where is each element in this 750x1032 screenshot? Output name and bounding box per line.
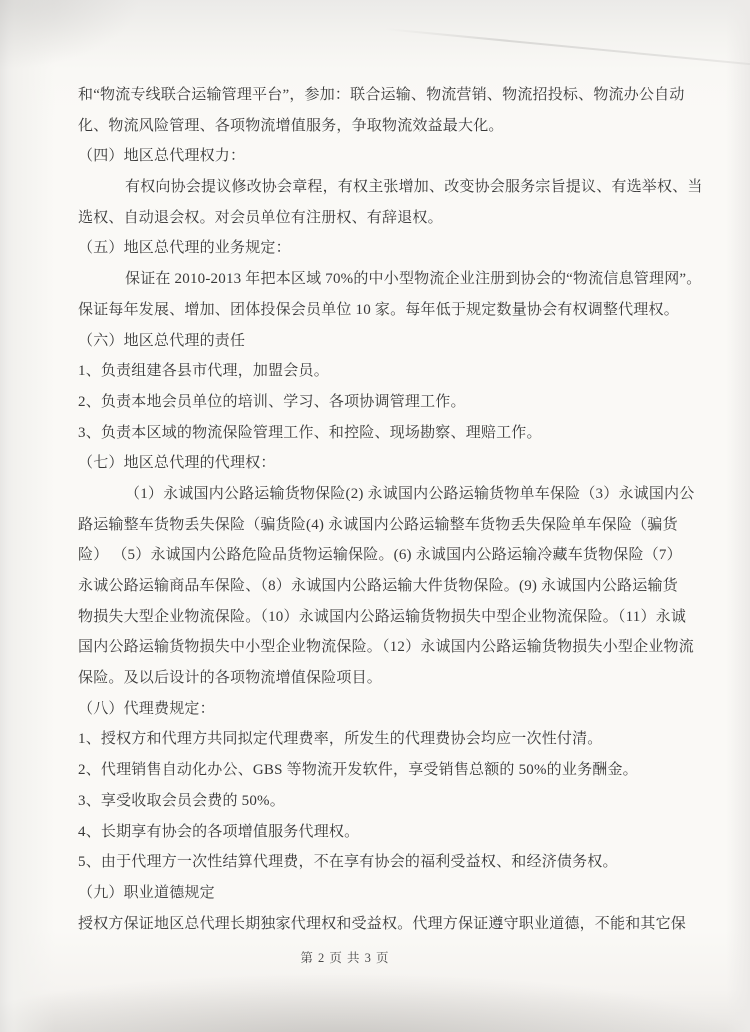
- scan-shadow-top-left: [0, 0, 140, 70]
- document-line: 授权方保证地区总代理长期独家代理权和受益权。代理方保证遵守职业道德，不能和其它保: [78, 915, 687, 932]
- document-line: 2、负责本地会员单位的培训、学习、各项协调管理工作。: [78, 393, 466, 410]
- document-line: 保险。及以后设计的各项物流增值保险项目。: [78, 670, 383, 687]
- document-line: （六）地区总代理的责任: [78, 332, 246, 349]
- document-line: 选权、自动退会权。对会员单位有注册权、有辞退权。: [78, 209, 443, 226]
- document-line: 5、由于代理方一次性结算代理费，不在享有协会的福利受益权、和经济债务权。: [78, 854, 618, 871]
- document-body: [78, 80, 703, 939]
- scan-edge-right: [724, 0, 750, 1032]
- document-line: 有权向协会提议修改协会章程，有权主张增加、改变协会服务宗旨提议、有选举权、当: [125, 179, 703, 196]
- document-line: 3、负责本区域的物流保险管理工作、和控险、现场勘察、理赔工作。: [78, 424, 542, 441]
- document-line: （五）地区总代理的业务规定：: [78, 240, 291, 257]
- document-line: （1）永诚国内公路运输货物保险(2) 永诚国内公路运输货物单车保险（3）永诚国内公: [125, 485, 695, 502]
- document-line: 2、代理销售自动化办公、GBS 等物流开发软件，享受销售总额的 50%的业务酬金。: [78, 762, 638, 779]
- document-line: 化、物流风险管理、各项物流增值服务，争取物流效益最大化。: [78, 117, 504, 134]
- document-line: 保证每年发展、增加、团体投保会员单位 10 家。每年低于规定数量协会有权调整代理权。: [78, 301, 679, 318]
- document-line: （九）职业道德规定: [78, 884, 215, 901]
- document-line: 1、授权方和代理方共同拟定代理费率，所发生的代理费协会均应一次性付清。: [78, 731, 603, 748]
- paper-crease: [385, 28, 750, 68]
- document-line: 永诚公路运输商品车保险、（8）永诚国内公路运输大件货物保险。(9) 永诚国内公路运输货: [78, 578, 678, 594]
- document-line: 保证在 2010-2013 年把本区域 70%的中小型物流企业注册到协会的“物流信息管理网”。: [125, 271, 702, 288]
- document-line: 险） （5）永诚国内公路危险品货物运输保险。(6) 永诚国内公路运输冷藏车货物保险（7）: [78, 547, 682, 564]
- document-line: 1、负责组建各县市代理，加盟会员。: [78, 363, 329, 380]
- document-line: 3、享受收取会员会费的 50%。: [78, 792, 285, 809]
- document-line: 国内公路运输货物损失中小型企业物流保险。（12）永诚国内公路运输货物损失小型企业物流: [78, 639, 694, 656]
- document-line: （四）地区总代理权力：: [78, 148, 246, 165]
- document-line: 和“物流专线联合运输管理平台”，参加：联合运输、物流营销、物流招投标、物流办公自动: [78, 87, 685, 103]
- document-line: 4、长期享有协会的各项增值服务代理权。: [78, 823, 360, 840]
- document-line: 路运输整车货物丢失保险（骗货险(4) 永诚国内公路运输整车货物丢失保险单车保险（骗货: [78, 516, 678, 533]
- page-number-footer: 第 2 页 共 3 页: [300, 951, 390, 965]
- document-line: （八）代理费规定：: [78, 700, 215, 717]
- scan-edge-left: [0, 0, 60, 1032]
- document-line: 物损失大型企业物流保险。（10）永诚国内公路运输货物损失中型企业物流保险。（11）永诚: [78, 608, 687, 625]
- scan-shadow-bottom: [0, 972, 750, 1032]
- document-line: （七）地区总代理的代理权：: [78, 455, 276, 472]
